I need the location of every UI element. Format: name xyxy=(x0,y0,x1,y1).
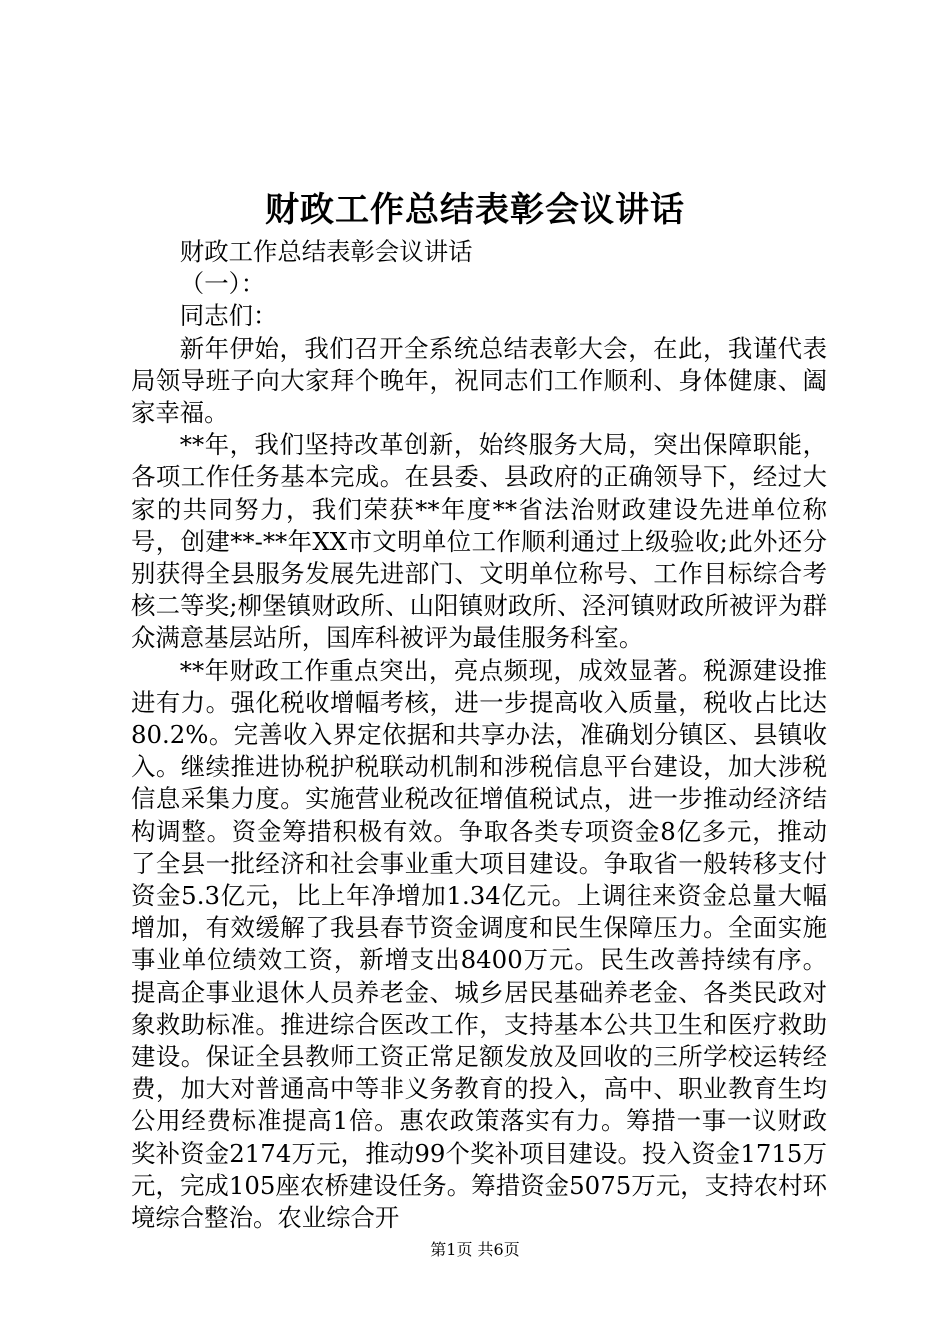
document-body xyxy=(131,236,827,1234)
paragraph-achievements: **年，我们坚持改革创新，始终服务大局，突出保障职能，各项工作任务基本完成。在县委、县政府的正确领导下，经过大家的共同努力，我们荣获**年度**省法治财政建设先进单位称号，创建**-**年XX市文明单位工作顺利通过上级验收;此外还分别获得全县服务发展先进部门、文明单位称号、工作目标综合考核二等奖;柳堡镇财政所、山阳镇财政所、泾河镇财政所被评为群众满意基层站所，国库科被评为最佳服务科室。 xyxy=(131,430,827,653)
paragraph-section-number: （一）： xyxy=(179,269,266,299)
paragraph-subtitle: 财政工作总结表彰会议讲话 xyxy=(179,237,473,266)
paragraph-highlights: **年财政工作重点突出，亮点频现，成效显著。税源建设推进有力。强化税收增幅考核，进一步提高收入质量，税收占比达80.2%。完善收入界定依据和共享办法，准确划分镇区、县镇收入。继续推进协税护税联动机制和涉税信息平台建设，加大涉税信息采集力度。实施营业税改征增值税试点，进一步推动经济结构调整。资金筹措积极有效。争取各类专项资金8亿多元，推动了全县一批经济和社会事业重大项目建设。争取省一般转移支付资金5.3亿元，比上年净增加1.34亿元。上调往来资金总量大幅增加，有效缓解了我县春节资金调度和民生保障压力。全面实施事业单位绩效工资，新增支出8400万元。民生改善持续有序。提高企事业退休人员养老金、城乡居民基础养老金、各类民政对象救助标准。推进综合医改工作，支持基本公共卫生和医疗救助建设。保证全县教师工资正常足额发放及回收的三所学校运转经费，加大对普通高中等非义务教育的投入，高中、职业教育生均公用经费标准提高1倍。惠农政策落实有力。筹措一事一议财政奖补资金2174万元，推动99个奖补项目建设。投入资金1715万元，完成105座农桥建设任务。筹措资金5075万元，支持农村环境综合整治。农业综合开 xyxy=(131,655,827,1233)
paragraph-salutation: 同志们： xyxy=(179,301,278,331)
page-number-footer: 第1页 共6页 xyxy=(430,1240,520,1259)
document-title: 财政工作总结表彰会议讲话 xyxy=(265,190,685,230)
paragraph-opening: 新年伊始，我们召开全系统总结表彰大会，在此，我谨代表局领导班子向大家拜个晚年，祝同志们工作顺利、身体健康、阖家幸福。 xyxy=(131,333,827,428)
